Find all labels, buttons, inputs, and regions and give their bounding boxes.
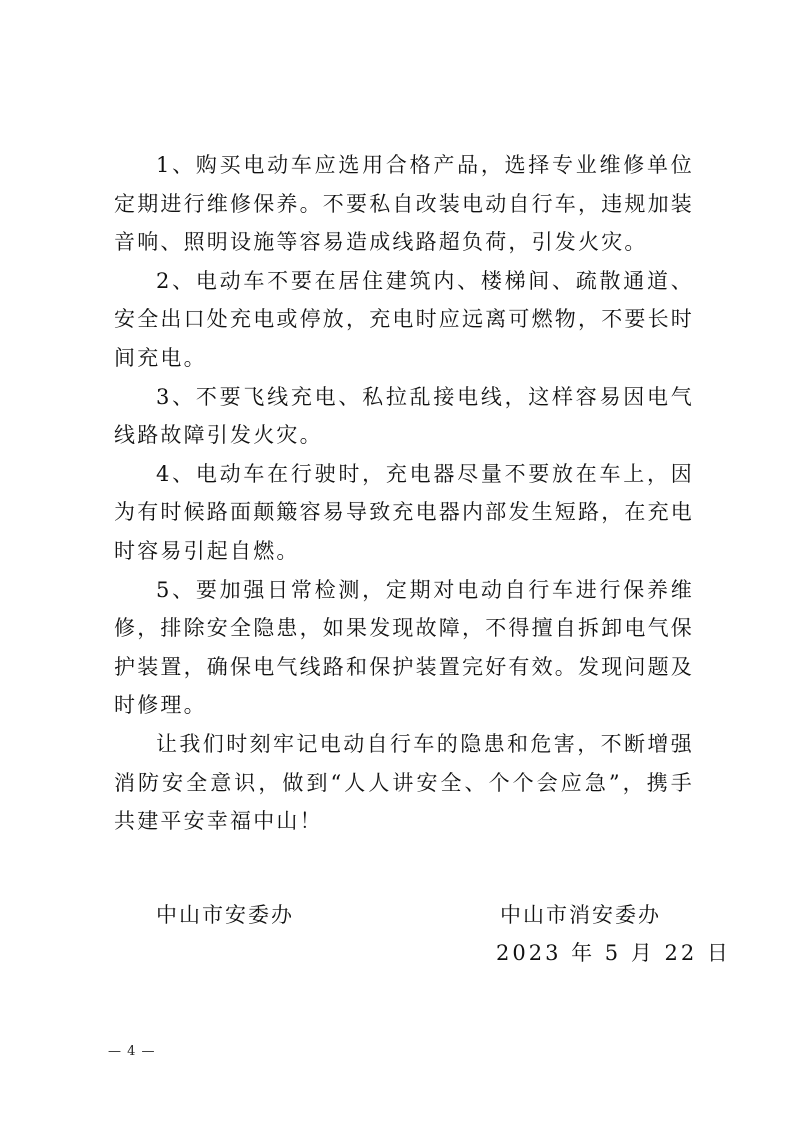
- document-body: [114, 146, 694, 841]
- paragraph-4: 4、电动车在行驶时，充电器尽量不要放在车上，因为有时候路面颠簸容易导致充电器内部发生短路，在充电时容易引起自燃。: [114, 461, 694, 563]
- signature-date: 2023 年 5 月 22 日: [496, 941, 731, 965]
- paragraph-5: 5、要加强日常检测，定期对电动自行车进行保养维修，排除安全隐患，如果发现故障，不得擅自拆卸电气保护装置，确保电气线路和保护装置完好有效。发现问题及时修理。: [114, 577, 694, 718]
- closing-paragraph: 让我们时刻牢记电动自行车的隐患和危害，不断增强消防安全意识，做到“人人讲安全、个个会应急”，携手共建平安幸福中山！: [114, 731, 694, 834]
- paragraph-1: 1、购买电动车应选用合格产品，选择专业维修单位定期进行维修保养。不要私自改装电动自行车，违规加装音响、照明设施等容易造成线路超负荷，引发火灾。: [114, 153, 694, 255]
- paragraph-2: 2、电动车不要在居住建筑内、楼梯间、疏散通道、安全出口处充电或停放，充电时应远离可燃物，不要长时间充电。: [114, 268, 694, 370]
- paragraph-3: 3、不要飞线充电、私拉乱接电线，这样容易因电气线路故障引发火灾。: [114, 384, 694, 448]
- page-number: — 4 —: [108, 1044, 156, 1059]
- signature-left-org: 中山市安委办: [156, 903, 294, 927]
- signature-right-org: 中山市消安委办: [500, 903, 661, 927]
